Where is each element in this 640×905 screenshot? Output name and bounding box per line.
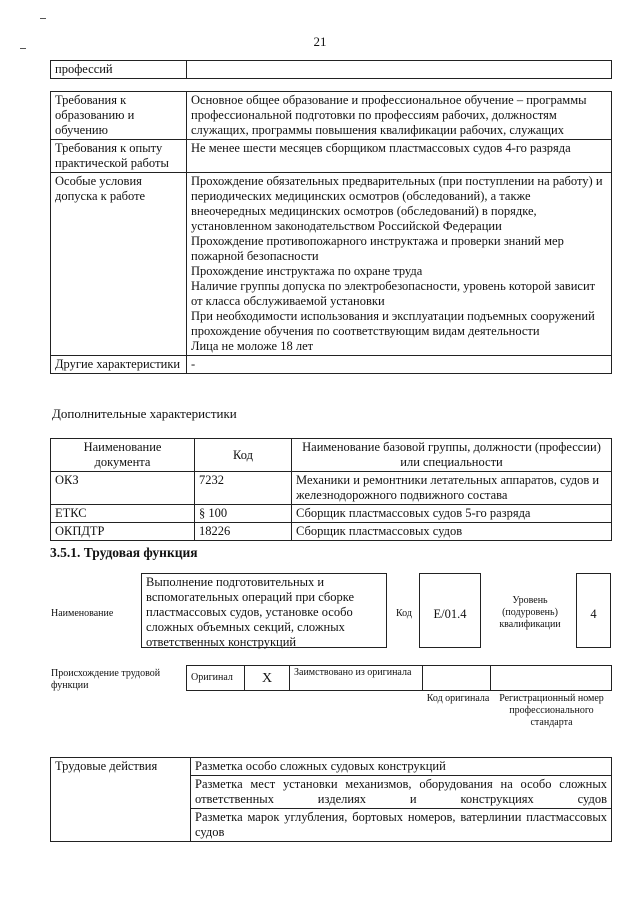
labor-action-item: Разметка особо сложных судовых конструкций bbox=[191, 758, 612, 776]
add-cell: ОКЗ bbox=[51, 472, 195, 505]
labor-actions-label: Трудовые действия bbox=[51, 758, 191, 842]
top-row-value bbox=[187, 61, 612, 79]
req-special-label: Особые условия допуска к работе bbox=[51, 173, 187, 356]
labor-action-item: Разметка мест установки механизмов, оборудования на особо сложных ответственных изделиях и конструкциях судов bbox=[191, 776, 612, 809]
add-header-doc: Наименование документа bbox=[51, 439, 195, 472]
req-education-label: Требования к образованию и обучению bbox=[51, 92, 187, 140]
code-label: Код bbox=[396, 608, 412, 619]
function-code-value: E/01.4 bbox=[419, 573, 481, 648]
req-special-line: Наличие группы допуска по электробезопасности, уровень которой зависит от класса обслуживаемой установки bbox=[191, 279, 596, 308]
additional-table bbox=[50, 438, 612, 541]
original-label: Оригинал bbox=[187, 666, 245, 691]
req-special-line: При необходимости использования и эксплуатации подъемных сооружений прохождение обучения по соответствующим видам деятельности bbox=[191, 309, 595, 338]
req-experience-label: Требования к опыту практической работы bbox=[51, 140, 187, 173]
top-row-label: профессий bbox=[51, 61, 187, 79]
add-cell: Механики и ремонтники летательных аппаратов, судов и железнодорожного подвижного состава bbox=[292, 472, 612, 505]
level-value: 4 bbox=[576, 573, 611, 648]
requirements-table bbox=[50, 91, 612, 374]
borrowed-label: Заимствовано из оригинала bbox=[290, 666, 423, 691]
original-mark: X bbox=[245, 666, 290, 691]
req-other-value: - bbox=[187, 356, 612, 374]
additional-title: Дополнительные характеристики bbox=[52, 406, 237, 421]
reg-number-cell bbox=[491, 666, 612, 691]
reg-number-label: Регистрационный номер профессионального стандарта bbox=[499, 693, 604, 728]
margin-mark bbox=[40, 18, 46, 19]
page-number: 21 bbox=[313, 34, 327, 49]
origin-table bbox=[186, 665, 612, 691]
code-original-cell bbox=[423, 666, 491, 691]
name-label: Наименование bbox=[51, 608, 114, 619]
req-special-line: Прохождение обязательных предварительных (при поступлении на работу) и периодических медицинских осмотров (обследований), а также внеочередных медицинских осмотров (обследований) в порядке, установленном законодательством Российской Федерации bbox=[191, 174, 603, 233]
req-education-value: Основное общее образование и профессиональное обучение – программы профессиональной подготовки по профессиям рабочих, должностям служащих, программы повышения квалификации рабочих, служащих bbox=[187, 92, 612, 140]
table-row bbox=[51, 523, 612, 541]
req-special-line: Прохождение инструктажа по охране труда bbox=[191, 264, 423, 278]
table-row bbox=[51, 472, 612, 505]
function-name-value: Выполнение подготовительных и вспомогательных операций при сборке пластмассовых судов, установке особо сложных объемных секций, сложных ответственных конструкций bbox=[141, 573, 387, 648]
labor-action-item: Разметка марок углубления, бортовых номеров, ватерлинии пластмассовых судов bbox=[191, 809, 612, 842]
add-cell: § 100 bbox=[195, 505, 292, 523]
add-header-name: Наименование базовой группы, должности (профессии) или специальности bbox=[292, 439, 612, 472]
add-cell: Сборщик пластмассовых судов bbox=[292, 523, 612, 541]
section-title: 3.5.1. Трудовая функция bbox=[50, 545, 198, 560]
table-row bbox=[51, 505, 612, 523]
add-header-code: Код bbox=[195, 439, 292, 472]
add-cell: 7232 bbox=[195, 472, 292, 505]
req-special-line: Лица не моложе 18 лет bbox=[191, 339, 314, 353]
add-cell: ОКПДТР bbox=[51, 523, 195, 541]
labor-actions-table bbox=[50, 757, 612, 842]
add-cell: Сборщик пластмассовых судов 5-го разряда bbox=[292, 505, 612, 523]
req-special-value bbox=[187, 173, 612, 356]
add-cell: 18226 bbox=[195, 523, 292, 541]
top-row-table bbox=[50, 60, 612, 79]
add-cell: ЕТКС bbox=[51, 505, 195, 523]
origin-label: Происхождение трудовой функции bbox=[51, 668, 161, 691]
req-special-line: Прохождение противопожарного инструктажа и проверки знаний мер пожарной безопасности bbox=[191, 234, 564, 263]
req-other-label: Другие характеристики bbox=[51, 356, 187, 374]
level-label: Уровень (подуровень) квалификации bbox=[499, 595, 561, 630]
req-experience-value: Не менее шести месяцев сборщиком пластмассовых судов 4-го разряда bbox=[187, 140, 612, 173]
code-original-label: Код оригинала bbox=[426, 693, 490, 704]
